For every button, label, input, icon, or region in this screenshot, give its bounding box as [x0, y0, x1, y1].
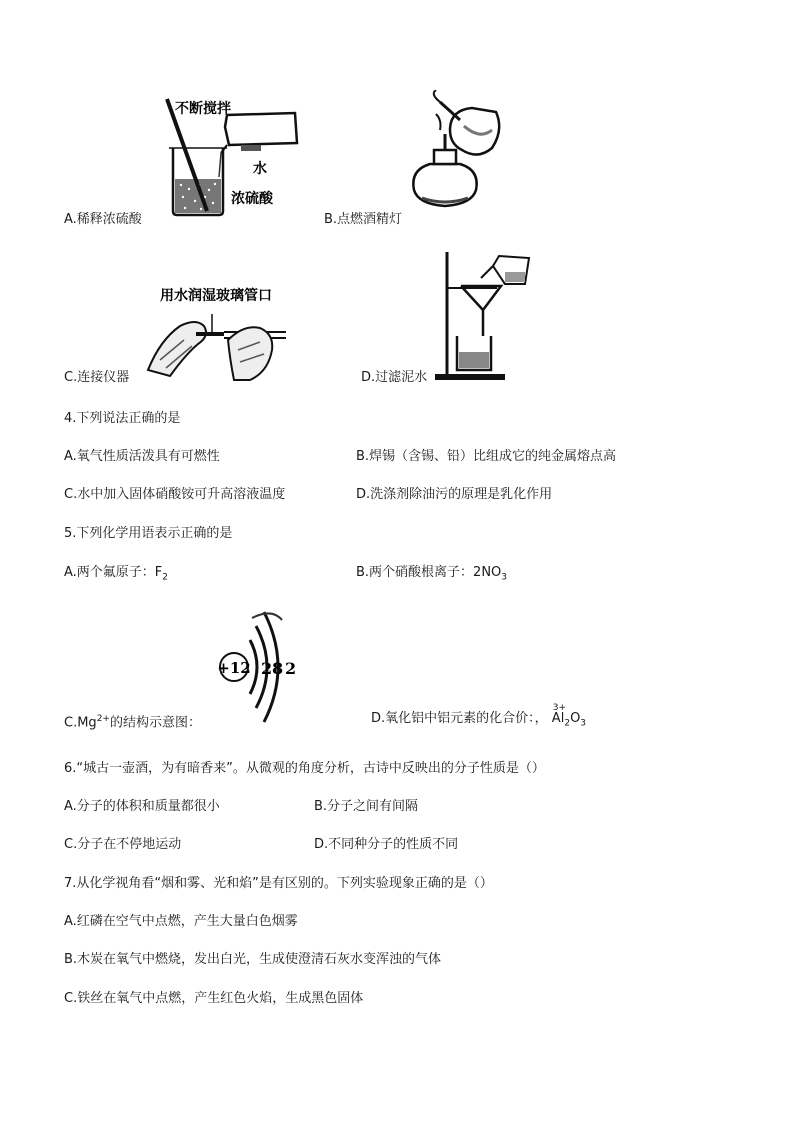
q5-stem: 5.下列化学用语表示正确的是	[64, 526, 233, 541]
label-acid: 浓硫酸	[231, 191, 273, 207]
q5-option-d: D.氧化铝中铝元素的化合价：， 3+ $Al_2O_3$	[371, 703, 587, 729]
figure-connect-apparatus	[140, 280, 300, 385]
figure-alcohol-lamp	[400, 90, 510, 220]
q7-option-a: A.红磷在空气中点燃，产生大量白色烟雾	[64, 914, 298, 929]
q5-option-c: $C.Mg^{2+}$的结构示意图：	[64, 714, 201, 731]
q7-option-c: C.铁丝在氧气中点燃，产生红色火焰，生成黑色固体	[64, 991, 364, 1006]
shell-1-electrons: 2	[261, 659, 273, 678]
q7-stem: 7.从化学视角看“烟和雾、光和焰”是有区别的。下列实验现象正确的是（）	[64, 876, 493, 891]
q6-option-c: C.分子在不停地运动	[64, 837, 182, 852]
figure-filtration	[425, 248, 535, 383]
q5-option-b: B.两个硝酸根离子：$2NO_3$	[356, 565, 508, 583]
shell-2-electrons: 8	[272, 659, 284, 678]
q7-option-b: B.木炭在氧气中燃烧，发出白光，生成使澄清石灰水变浑浊的气体	[64, 952, 442, 967]
q4-option-c: C.水中加入固体硝酸铵可升高溶液温度	[64, 487, 286, 502]
q3-option-b: B.点燃酒精灯	[324, 212, 403, 227]
q6-option-d: D.不同种分子的性质不同	[314, 837, 459, 852]
q6-option-b: B.分子之间有间隔	[314, 799, 419, 814]
mg-ion-structure-diagram	[212, 600, 312, 725]
q4-stem: 4.下列说法正确的是	[64, 411, 181, 426]
q3-option-c: C.连接仪器	[64, 370, 130, 385]
q4-option-d: D.洗涤剂除油污的原理是乳化作用	[356, 487, 553, 502]
figure-dilute-acid	[155, 93, 305, 218]
q4-option-a: A.氧气性质活泼具有可燃性	[64, 449, 220, 464]
label-water: 水	[253, 161, 267, 177]
q3-option-a: A.稀释浓硫酸	[64, 212, 142, 227]
nucleus-charge: +12	[217, 659, 251, 677]
label-stir: 不断搅拌	[175, 101, 231, 117]
q5-option-a: A.两个氟原子：$F_2$	[64, 565, 169, 583]
q3-option-d: D.过滤泥水	[361, 370, 428, 385]
shell-3-electrons: 2	[285, 659, 297, 678]
label-wet-tube: 用水润湿玻璃管口	[160, 288, 272, 304]
q6-stem: 6.“城古一壶酒，为有暗香来”。从微观的角度分析，古诗中反映出的分子性质是（）	[64, 761, 545, 776]
q6-option-a: A.分子的体积和质量都很小	[64, 799, 220, 814]
q4-option-b: B.焊锡（含锡、铅）比组成它的纯金属熔点高	[356, 449, 617, 464]
